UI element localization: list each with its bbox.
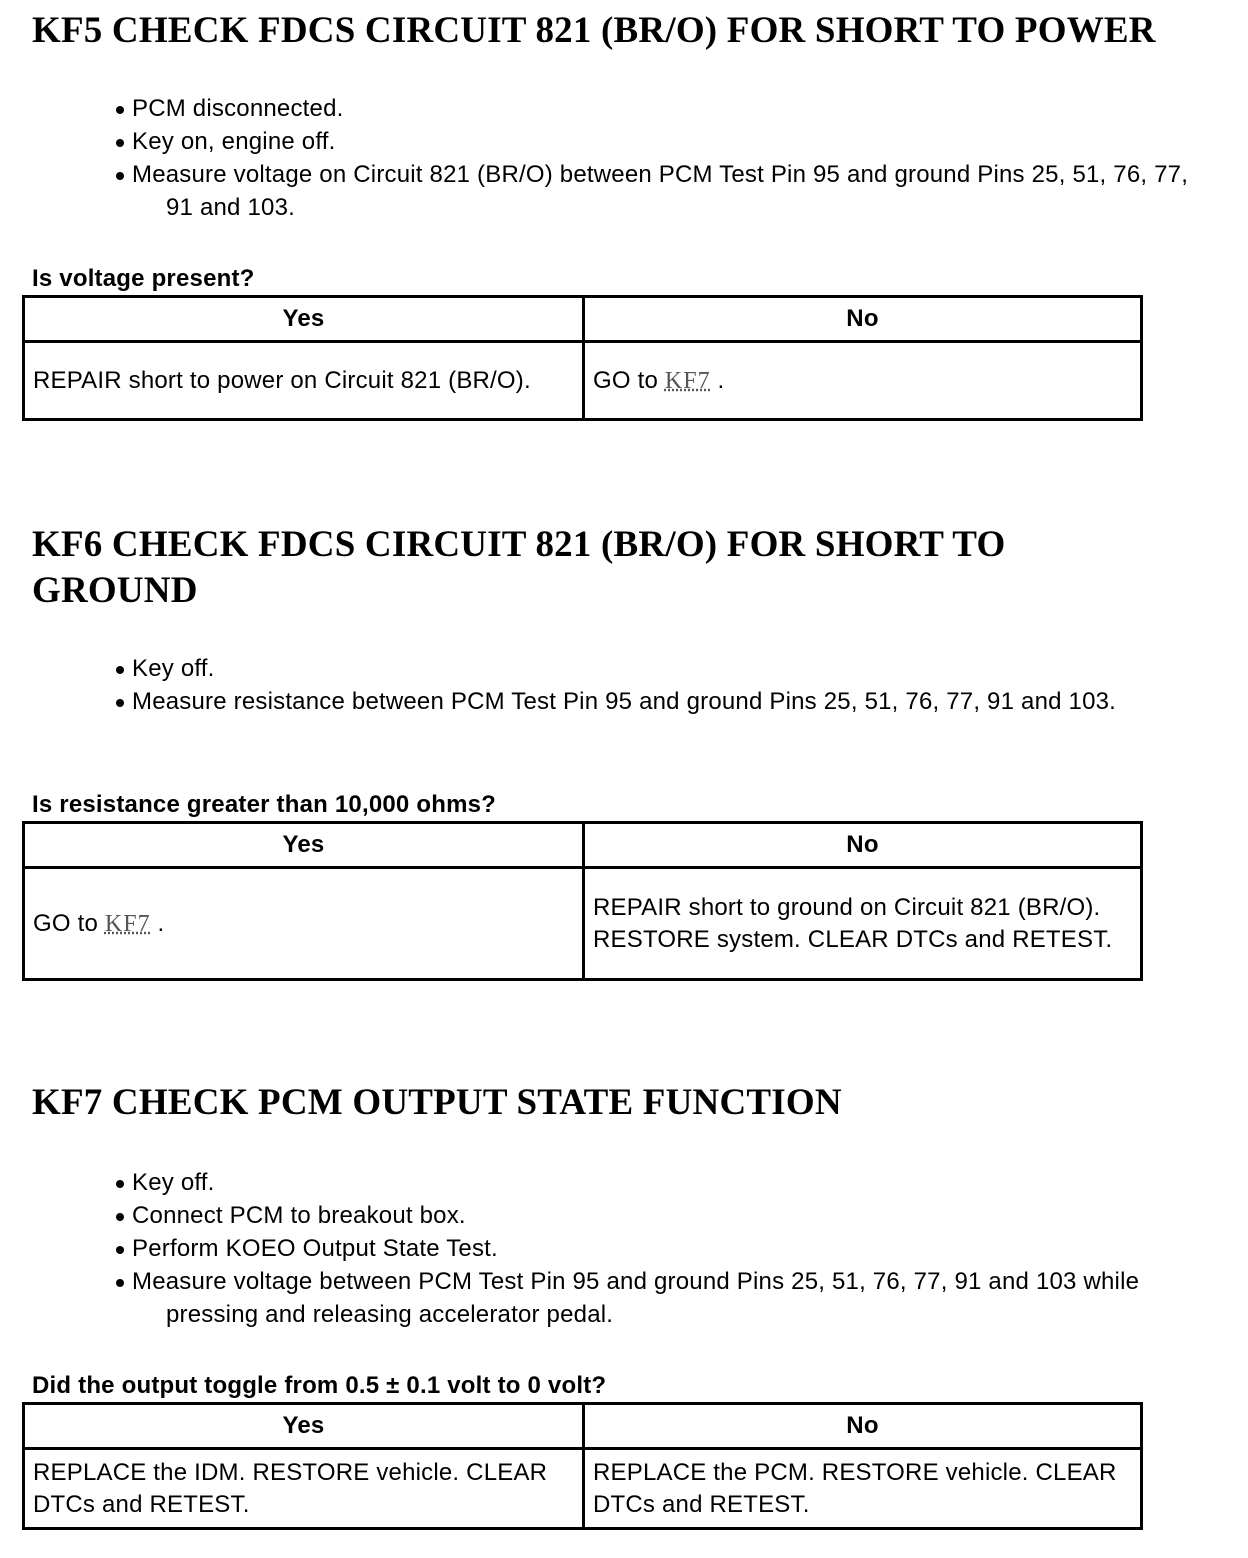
bullet-icon	[116, 1279, 124, 1287]
step-title: KF5 CHECK FDCS CIRCUIT 821 (BR/O) FOR SHORT TO POWER	[32, 10, 1156, 51]
bullet-icon	[116, 1180, 124, 1188]
no-header: No	[584, 823, 1142, 868]
bullet-icon	[116, 106, 124, 114]
yes-action: GO to KF7 .	[24, 868, 584, 980]
yes-action: REPAIR short to power on Circuit 821 (BR/O).	[24, 342, 584, 420]
question: Is voltage present?	[32, 265, 255, 292]
no-header: No	[584, 1404, 1142, 1449]
bullet-icon	[116, 1246, 124, 1254]
decision-table	[22, 821, 1143, 981]
yes-header: Yes	[24, 297, 584, 342]
step-title: KF7 CHECK PCM OUTPUT STATE FUNCTION	[32, 1082, 842, 1123]
bullet-icon	[116, 666, 124, 674]
no-action: REPLACE the PCM. RESTORE vehicle. CLEAR DTCs and RETEST.	[584, 1449, 1142, 1529]
yes-header: Yes	[24, 823, 584, 868]
question: Did the output toggle from 0.5 ± 0.1 volt to 0 volt?	[32, 1372, 607, 1399]
bullet-icon	[116, 699, 124, 707]
question: Is resistance greater than 10,000 ohms?	[32, 791, 497, 818]
yes-header: Yes	[24, 1404, 584, 1449]
instruction-list	[115, 1166, 1225, 1331]
bullet-icon	[116, 1213, 124, 1221]
no-action: REPAIR short to ground on Circuit 821 (BR/O). RESTORE system. CLEAR DTCs and RETEST.	[584, 868, 1142, 980]
no-header: No	[584, 297, 1142, 342]
list-item: Connect PCM to breakout box.	[115, 1199, 1225, 1232]
step-title: KF6 CHECK FDCS CIRCUIT 821 (BR/O) FOR SHORT TO GROUND	[32, 524, 1006, 611]
goto-kf7-link[interactable]: KF7	[664, 367, 711, 394]
list-item: Key off.	[115, 652, 1210, 685]
list-item: Perform KOEO Output State Test.	[115, 1232, 1225, 1265]
no-action: GO to KF7 .	[584, 342, 1142, 420]
list-item: PCM disconnected.	[115, 92, 1210, 125]
instruction-list	[115, 92, 1210, 224]
list-item: Key on, engine off.	[115, 125, 1210, 158]
instruction-list	[115, 652, 1210, 718]
bullet-icon	[116, 139, 124, 147]
list-item: Measure voltage between PCM Test Pin 95 and ground Pins 25, 51, 76, 77, 91 and 103 while pressing and releasing accelerator pedal.	[115, 1265, 1225, 1331]
yes-action: REPLACE the IDM. RESTORE vehicle. CLEAR DTCs and RETEST.	[24, 1449, 584, 1529]
decision-table	[22, 295, 1143, 421]
list-item: Key off.	[115, 1166, 1225, 1199]
list-item: Measure resistance between PCM Test Pin 95 and ground Pins 25, 51, 76, 77, 91 and 103.	[115, 685, 1210, 718]
bullet-icon	[116, 172, 124, 180]
list-item: Measure voltage on Circuit 821 (BR/O) between PCM Test Pin 95 and ground Pins 25, 51, 76, 77, 91 and 103.	[115, 158, 1210, 224]
goto-kf7-link[interactable]: KF7	[104, 910, 151, 937]
decision-table	[22, 1402, 1143, 1530]
